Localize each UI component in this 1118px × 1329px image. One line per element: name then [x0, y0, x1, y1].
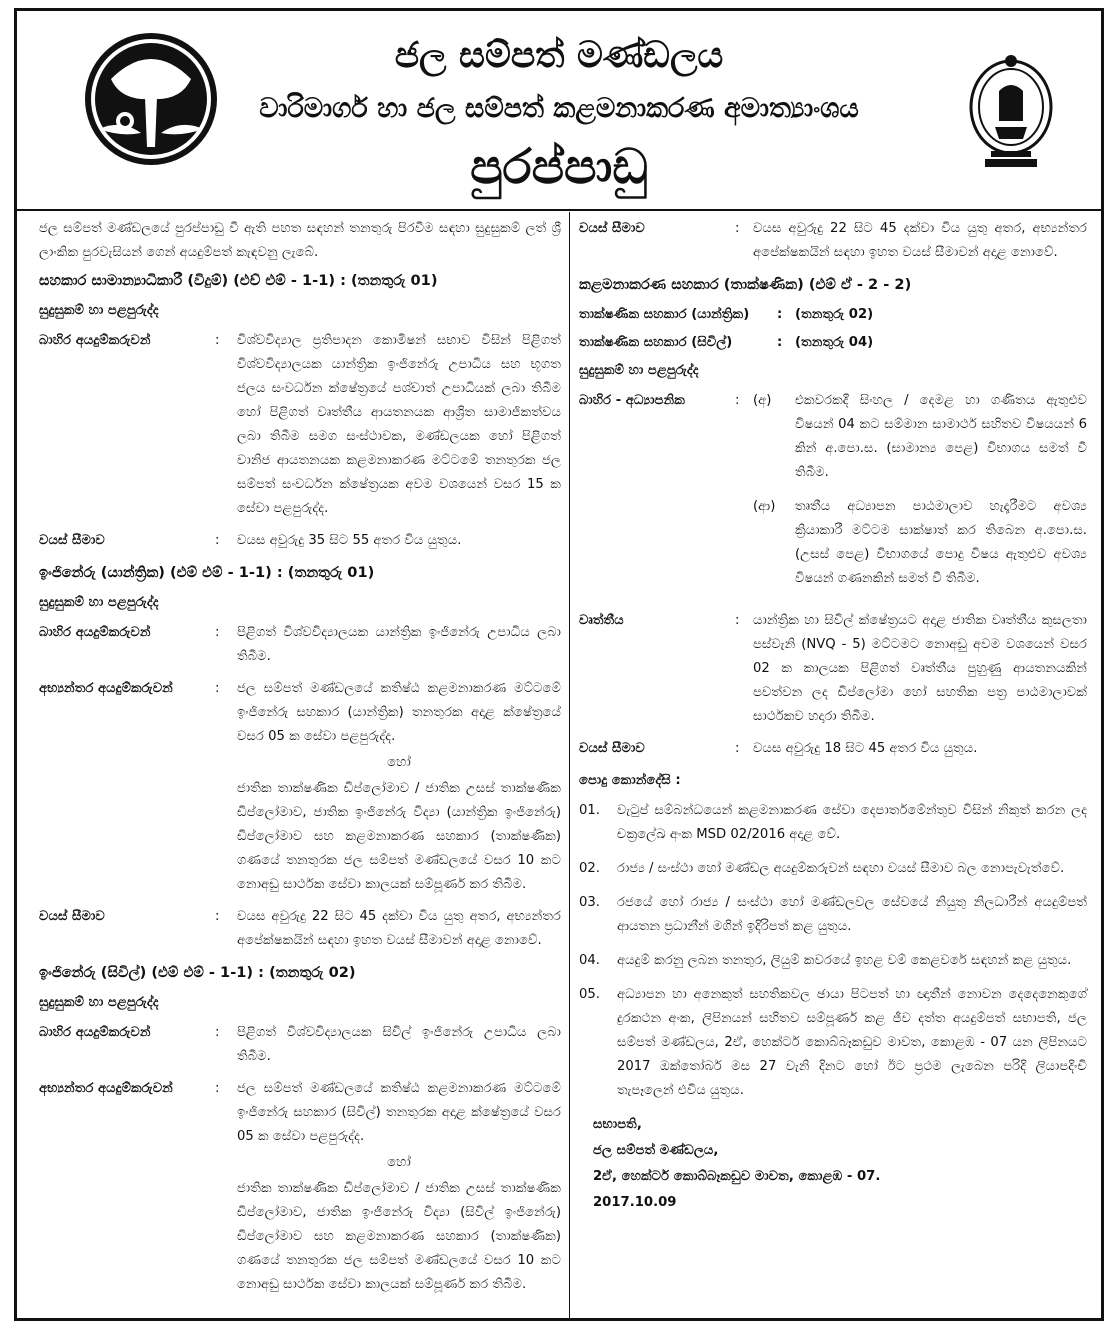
post3-age: [579, 217, 1087, 265]
condition-number: 02.: [579, 861, 600, 876]
vocational-label: වෘත්තීය: [579, 613, 624, 628]
condition-text: රජයේ හෝ රාජ්‍ය / සංස්ථා හෝ මණ්ඩලවල සේවයේ නියුතු නිලධාරීන් අයදුම්පත් ආයතන ප්‍රධානීන් මගින් ඉදිරිපත් කළ යුතුය.: [617, 895, 1087, 934]
post2-age-text: වයස අවුරුදු 22 සිට 45 දක්වා විය යුතු අතර, අභ්‍යන්තර අපේක්ෂකයින් සඳහා ඉහත වයස් සීමාවන් අදාළ නොවේ.: [237, 909, 561, 948]
colon: :: [735, 613, 740, 628]
post3-int-block: [237, 1077, 561, 1297]
colon: :: [215, 333, 220, 348]
post2-int-text2: ජාතික තාක්ෂණික ඩිප්ලෝමාව / ජාතික උසස් තාක්ෂණික ඩිප්ලෝමාව, ජාතික ඉංජිනේරු විද්‍යා (යාන්ත්‍රික ඉංජිනේරු) ඩිප්ලෝමාව සහ කළමනාකරණ සහකාර (තාක්ෂණික) ගණයේ තනතුරක ජල සම්පත් මණ්ඩලයේ වසර 10 කට නොඅඩු සාර්ථක සේවා කාලයක් සම්පූර්ණ කර තිබීම.: [237, 781, 561, 892]
post3-age-text: වයස අවුරුදු 22 සිට 45 දක්වා විය යුතු අතර, අභ්‍යන්තර අපේක්ෂකයින් සඳහා ඉහත වයස් සීමාවන් අදාළ නොවේ.: [753, 221, 1087, 260]
header-rule: [17, 209, 1101, 211]
post2-age-label: වයස් සීමාව: [39, 909, 105, 924]
post3-or: හෝ: [387, 1155, 411, 1170]
education-item-b-mark: (ආ): [753, 499, 776, 514]
post3-ext-label: බාහිර අයදුම්කරුවන්: [39, 1025, 151, 1040]
condition-item: [579, 949, 1087, 973]
post3-external: [39, 1021, 561, 1069]
colon: :: [777, 335, 783, 350]
post3-internal: [39, 1077, 561, 1297]
position-civil-count: (තනතුරු 04): [795, 335, 874, 350]
condition-item: [579, 983, 1087, 1103]
post1-age-label: වයස් සීමාව: [39, 533, 105, 548]
signature-org: ජල සම්පත් මණ්ඩලය,: [593, 1143, 719, 1158]
post2-int-text1: ජල සම්පත් මණ්ඩලයේ කතිෂ්ඨ කළමනාකරණ මට්ටමේ ඉංජිනේරු සහකාර (යාන්ත්‍රික) තනතුරක අදාළ ක්ෂේත්‍රයේ වසර 05 ක සේවා පළපුරුද්ද.: [237, 681, 561, 744]
post2-int-block: [237, 677, 561, 897]
education-item-a: [753, 389, 1087, 485]
post1-age: [39, 529, 561, 553]
education-item-b: [753, 495, 1087, 591]
condition-number: 05.: [579, 987, 600, 1002]
post2-title: ඉංජිනේරු (යාන්ත්‍රික) (එම් එම් - 1-1) : (තනතුරු 01): [39, 564, 375, 581]
position-mechanical: [579, 303, 1087, 327]
post3-int-text2: ජාතික තාක්ෂණික ඩිප්ලෝමාව / ජාතික උසස් තාක්ෂණික ඩිප්ලෝමාව, ජාතික ඉංජිනේරු විද්‍යා (සිවිල් ඉංජිනේරු) ඩිප්ලෝමාව සහ කළමනාකරණ සහකාර (තාක්ෂණික) ගණයේ තනතුරක ජල සම්පත් මණ්ඩලයේ වසර 10 කට නොඅඩු සාර්ථක සේවා කාලයක් සම්පූර්ණ කර තිබීම.: [237, 1181, 561, 1292]
position-mechanical-count: (තනතුරු 02): [795, 307, 874, 322]
vocational-text: යාන්ත්‍රික හා සිවිල් ක්ෂේත්‍රයට අදාළ ජාතික වෘත්තීය කුසලතා පස්වැනි (NVQ - 5) මට්ටමට නොඅඩු අවම වශයෙන් වසර 02 ක කාලයක පිළිගත් වෘත්තීය පුහුණු ආයතනයකින් පවත්වන ලද ඩිප්ලෝමා හෝ සහතික පත්‍ර පාඨමාලාවක් සාර්ථකව හදාරා තිබීම.: [753, 613, 1087, 724]
condition-number: 04.: [579, 953, 600, 968]
colon: :: [215, 533, 220, 548]
post3-int-label: අභ්‍යන්තර අයදුම්කරුවන්: [39, 1081, 173, 1096]
post4-age-text: වයස අවුරුදු 18 සිට 45 අතර විය යුතුය.: [753, 741, 978, 756]
ministry-title: වාරිමාර්ග හා ජල සම්පත් කළමනාකරණ අමාත්‍යාංශය: [259, 93, 859, 124]
condition-item: [579, 799, 1087, 847]
education-items: [753, 389, 1087, 601]
signature-address: 2ඒ, හෙක්ටර් කොබ්බෑකඩුව මාවත, කොළඹ - 07.: [593, 1169, 881, 1184]
condition-text: අධ්‍යාපන හා අනෙකුත් සහතිකවල ඡායා පිටපත් හා ඥාතීන් නොවන දෙදෙනෙකුගේ දුරකථන අංක, ලිපිනයන් සහිතව සම්පූර්ණ කළ ජීව දත්ත අයදුම්පත් සභාපති, ජල සම්පත් මණ්ඩලය, 2ඒ, හෙක්ටර් කොබ්බෑකඩුව මාවත, කොළඹ - 07 යන ලිපිනයට 2017 ඔක්තෝබර් මස 27 වැනි දිනට හෝ ඊට ප්‍රථම ලැබෙන පරිදි ලියාපදිංචි තැපෑලෙන් එවිය යුතුය.: [617, 987, 1087, 1098]
post3-title: ඉංජිනේරු (සිවිල්) (එම් එම් - 1-1) : (තනතුරු 02): [39, 964, 356, 981]
post2-int-label: අභ්‍යන්තර අයදුම්කරුවන්: [39, 681, 173, 696]
colon: :: [215, 1081, 220, 1096]
condition-text: අයදුම් කරනු ලබන තනතුර, ලියුම් කවරයේ ඉහළ වම් කෙළවරේ සඳහන් කළ යුතුය.: [617, 953, 1072, 968]
conditions-heading: පොදු කොන්දේසි :: [579, 773, 681, 788]
post2-qual-heading: සුදුසුකම් හා පළපුරුද්ද: [39, 595, 159, 610]
post3-qual-heading: සුදුසුකම් හා පළපුරුද්ද: [39, 995, 159, 1010]
post1-qual-heading: සුදුසුකම් හා පළපුරුද්ද: [39, 303, 159, 318]
sri-lanka-emblem: [965, 51, 1057, 173]
post2-internal: [39, 677, 561, 897]
intro-text: ජල සම්පත් මණ්ඩලයේ පුරප්පාඩු වී ඇති පහත සඳහන් තනතුරු පිරවීම සඳහා සුදුසුකම් ලත් ශ්‍රී ලාංකික පුරවැසියන් ගෙන් අයදුම්පත් කැඳවනු ලැබේ.: [39, 221, 561, 260]
condition-number: 01.: [579, 803, 600, 818]
position-mechanical-label: තාක්ෂණික සහකාර (යාන්ත්‍රික): [579, 307, 750, 322]
post1-external: [39, 329, 561, 521]
post2-age: [39, 905, 561, 953]
post3-int-text1: ජල සම්පත් මණ්ඩලයේ කතිෂ්ඨ කළමනාකරණ මට්ටමේ ඉංජිනේරු සහකාර (සිවිල්) තනතුරක අදාළ ක්ෂේත්‍රයේ වසර 05 ක සේවා පළපුරුද්ද.: [237, 1081, 561, 1144]
condition-text: රාජ්‍ය / සංස්ථා හෝ මණ්ඩල අයදුම්කරුවන් සඳහා වයස් සීමාව බල නොපැවැත්වේ.: [617, 861, 1065, 876]
condition-text: වැටුප් සම්බන්ධයෙන් කළමනාකරණ සේවා දෙපාර්තමේන්තුව විසින් නිකුත් කරන ලද චක්‍රලේඛ අංක MSD 02/2016 අදාළ වේ.: [617, 803, 1087, 842]
post4-qual-heading: සුදුසුකම් හා පළපුරුද්ද: [579, 363, 699, 378]
signature-block: [593, 1113, 1087, 1215]
post4-title: කළමනාකරණ සහකාර (තාක්ෂණික) (එම් ඒ - 2 - 2): [579, 276, 912, 293]
post4-age: [579, 737, 1087, 761]
org-title: ජල සම්පත් මණ්ඩලය: [394, 35, 724, 76]
colon: :: [735, 741, 740, 756]
post2-external: [39, 621, 561, 669]
condition-item: [579, 891, 1087, 939]
position-civil-label: තාක්ෂණික සහකාර (සිවිල්): [579, 335, 733, 350]
post4-age-label: වයස් සීමාව: [579, 741, 645, 756]
post1-ext-label: බාහිර අයදුම්කරුවන්: [39, 333, 151, 348]
vacancies-title: පුරප්පාඩු: [470, 139, 648, 195]
education-label: බාහිර - අධ්‍යාපනික: [579, 393, 685, 408]
education-item-a-text: එකවරකදී සිංහල / දෙමළ හා ගණිතය ඇතුළුව විෂයන් 04 කට සම්මාන සාමාර්ථ සහිතව විෂයයන් 6 කින් අ.පො.ස. (සාමාන්‍ය පෙළ) විභාගය සමත් වී තිබීම.: [795, 393, 1087, 480]
post3-age-label: වයස් සීමාව: [579, 221, 645, 236]
post2-or: හෝ: [387, 755, 411, 770]
colon: :: [735, 221, 740, 236]
post1-age-text: වයස අවුරුදු 35 සිට 55 අතර විය යුතුය.: [237, 533, 462, 548]
colon: :: [215, 909, 220, 924]
education-item-a-mark: (අ): [753, 393, 772, 408]
education-block: [579, 389, 1087, 601]
colon: :: [215, 681, 220, 696]
position-civil: [579, 331, 1087, 355]
advertisement-frame: [14, 8, 1104, 1321]
post2-ext-label: බාහිර අයදුම්කරුවන්: [39, 625, 151, 640]
signature-title: සභාපති,: [593, 1117, 642, 1132]
post3-ext-text: පිළිගත් විශ්වවිද්‍යාලයක සිවිල් ඉංජිනේරු උපාධිය ලබා තිබීම.: [237, 1025, 561, 1064]
vocational-block: [579, 609, 1087, 729]
post1-ext-text: විශ්වවිද්‍යාල ප්‍රතිපාදන කොමිෂන් සභාව විසින් පිළිගත් විශ්වවිද්‍යාලයක යාන්ත්‍රික ඉංජිනේරු උපාධිය සහ භූගත ජලය සංවර්ධන ක්ෂේත්‍රයේ පශ්චාත් උපාධියක් ලබා තිබීම හෝ පිළිගත් වෘත්තීය ආයතනයක ආශ්‍රිත සාමාජිකත්වය ලබා තිබීම සමග සංස්ථාවක, මණ්ඩලයක හෝ පිළිගත් වානිජ ආයතනයක කළමනාකරණ මට්ටමේ තනතුරක ජල සම්පත් සංවර්ධන ක්ෂේත්‍රයක අවම වශයෙන් වසර 15 ක සේවා පළපුරුද්ද.: [237, 333, 561, 516]
colon: :: [735, 393, 740, 408]
column-divider: [569, 212, 570, 1318]
post2-ext-text: පිළිගත් විශ්වවිද්‍යාලයක යාන්ත්‍රික ඉංජිනේරු උපාධිය ලබා තිබීම.: [237, 625, 561, 664]
colon: :: [215, 625, 220, 640]
header: [17, 11, 1101, 209]
right-column: [579, 217, 1087, 1217]
education-item-b-text: තෘතීය අධ්‍යාපන පාඨමාලාව හැදෑරීමට අවශ්‍ය ක්‍රියාකාරී මට්ටම සාක්ෂාත් කර තිබෙන අ.පො.ස. (උසස් පෙළ) විභාගයේ පොදු විෂය ඇතුළුව අවශ්‍ය විෂයන් ගණනකින් සමත් වී තිබීම.: [795, 499, 1087, 586]
signature-date: 2017.10.09: [593, 1195, 677, 1210]
condition-item: [579, 857, 1087, 881]
post1-title: සහකාර සාමාන්‍යාධිකාරී (විදුම්) (එච් එම් - 1-1) : (තනතුරු 01): [39, 272, 438, 289]
colon: :: [215, 1025, 220, 1040]
condition-number: 03.: [579, 895, 600, 910]
colon: :: [777, 307, 783, 322]
left-column: [39, 217, 561, 1305]
